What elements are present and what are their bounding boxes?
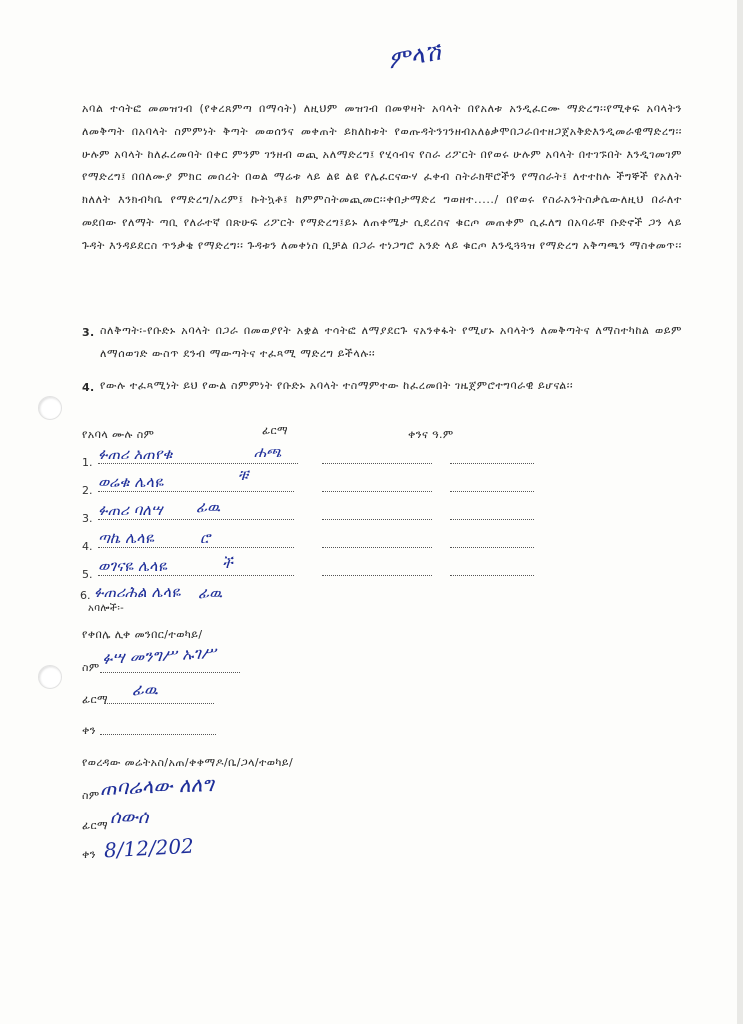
kebele-name-signature: ፉሣ መንግሥ ኡገሥ — [101, 643, 217, 668]
woreda-name-signature: ጠባሬላው ለለግ — [99, 772, 215, 800]
member-name: ፉጠሪሕል ሌላዬ — [94, 583, 181, 601]
woreda-name-label: ስም — [82, 789, 100, 802]
signature-line — [98, 463, 298, 464]
paragraph-penalty: ስለቅጣት፡-የቡድኑ አባላት በጋራ በመወያየት አቋል ተሳትፎ ለማያደርጉ ናአንቀፋት የሚሆኑ አባላትን ለመቅጣትና ለማስተካከል ወይም ለማሰወገድ ውስጥ ደንብ ማውጣትና ተፈጻሚ ማድረግ ይችላሉ፡፡ — [100, 324, 682, 360]
woreda-date: 8/12/202 — [103, 833, 195, 863]
kebele-sign-line — [104, 703, 214, 704]
paper-edge-shadow — [737, 0, 743, 1024]
member-signature: ፊዉ — [198, 584, 223, 602]
column-header-name: የአባላ ሙሉ ስም — [82, 428, 155, 441]
date-line — [322, 463, 432, 464]
date-line — [450, 575, 534, 576]
kebele-signature: ፊዉ — [132, 680, 158, 699]
member-signature: ሐጫ — [254, 443, 282, 461]
date-line — [450, 491, 534, 492]
punch-hole — [38, 665, 62, 689]
row-number: 4. — [82, 540, 93, 553]
signature-line — [98, 547, 294, 548]
signature-line — [98, 519, 294, 520]
column-header-signature: ፊርማ — [262, 424, 289, 437]
row-number: 3. — [82, 512, 93, 525]
members-label: አባሎች፡- — [88, 603, 125, 614]
kebele-name-line — [100, 672, 240, 673]
paragraph-duties: አባል ተሳትፎ መመዝገብ (የቀረጸምጣ በማሳት) ለዚህም መዝገብ በመዋዛት አባላት በየአለቱ አንዲፈርሙ ማድረግ፡፡የሚቀፍ አባላትን ለመቅጣት በአባላት ስምምነት ቅጣት መወሰንና መቀጠት ይክለከቱት የወጡዳትንገንዘብአለፅቃሞበጋራበተዘጋጀአቅድእንዲመራዊማድረግ፡፡ሁሉም አባላት ከለፈረመባት በቀር ምንም ገንዘብ ወጪ አለማድረግ፤ የሂሳብና የስራ ሪፖርት በየወሩ ሁሉም አባላት በተገኙበት እንዲገመገም የማድረግ፤ በበለሙያ ምክር መሰረት በወል ማሬቱ ላይ ልዩ ልዩ የሌፈርናውሃ ፈቀብ ስትራክቸሮችን የማሰራት፤ ለተተከሉ ችግኞች የአለት ክለለት እንክብካቤ የማድረግ/አረም፤ ኩትኳቶ፤ ከምምስትመጪመር፡፡ቀበታማድረ ግወዘተ...../ በየወሩ የስራአንትስቃሴውለዚህ በራለተ መደበው የለማት ጣቢ የለራተኛ በጽሁፍ ሪፖርት የማድረግ፤ይኑ ለጠቀሜታ ሲደረስና ቁርጦ መጠቀም ሲፈለግ በአባራቸ ቡድኖች ጋን ላይ ጉዳት እንዳይደርስ ጥንቃቄ የማድረግ፡፡ ጉዳቱን ለመቀነስ ቢቻል በጋራ ተነጋግሮ አንድ ላይ ቁርጦ እንዲጓጓዝ የማድረግ አቅጣጫን ማስቀመጥ፡፡ — [82, 102, 682, 252]
kebele-sign-label: ፊርማ — [82, 693, 109, 706]
member-signature: ቹ — [238, 466, 249, 484]
kebele-name-label: ስም — [82, 661, 100, 674]
date-line — [450, 463, 534, 464]
signature-line — [98, 575, 294, 576]
paragraph-number: 4. — [82, 381, 95, 394]
date-line — [450, 547, 534, 548]
column-header-date: ቀንና ዓ.ም — [408, 428, 454, 441]
member-signature: ሮ — [200, 529, 210, 547]
row-number: 1. — [82, 456, 93, 469]
row-number: 2. — [82, 484, 93, 497]
member-name: ፉጠሪ አጠየቁ — [98, 445, 173, 463]
punch-hole — [38, 396, 62, 420]
woreda-heading: የወረዳው መሬትአስ/አጠ/ቀቀማዶ/ቤ/ጋላ/ተወካይ/ — [82, 756, 294, 769]
kebele-chair-heading: የቀበሌ ሊቀ መንበር/ተወካይ/ — [82, 628, 203, 641]
date-line — [450, 519, 534, 520]
date-line — [322, 491, 432, 492]
woreda-date-label: ቀን — [82, 848, 96, 861]
paragraph-effectiveness: የውሉ ተፈጻሚነት ይህ የውል ስምምነት የቡድኑ አባላት ተስማምተው ከፈረመበት ገዜጀምሮተግባራዊ ይሆናል፡፡ — [100, 379, 574, 392]
date-line — [322, 519, 432, 520]
date-line — [322, 575, 432, 576]
row-number: 6. — [80, 589, 91, 602]
woreda-sign-label: ፊርማ — [82, 819, 109, 832]
row-number: 5. — [82, 568, 93, 581]
paragraph-number: 3. — [82, 326, 95, 339]
kebele-date-line — [100, 734, 216, 735]
member-name: ጣኬ ሌላዬ — [98, 529, 154, 547]
member-signature: ፊዉ — [196, 498, 221, 516]
signature-line — [98, 491, 294, 492]
kebele-date-label: ቀን — [82, 724, 96, 737]
woreda-signature: ሰውሰ — [110, 807, 149, 828]
handwritten-title: ምላሽ — [385, 37, 443, 75]
member-signature: ች — [222, 554, 233, 572]
member-name: ፉጠሪ ባለሣ — [98, 501, 163, 519]
date-line — [322, 547, 432, 548]
member-name: ወገናዬ ሌላዬ — [98, 557, 167, 575]
member-name: ወሬቁ ሌላዬ — [98, 473, 164, 491]
